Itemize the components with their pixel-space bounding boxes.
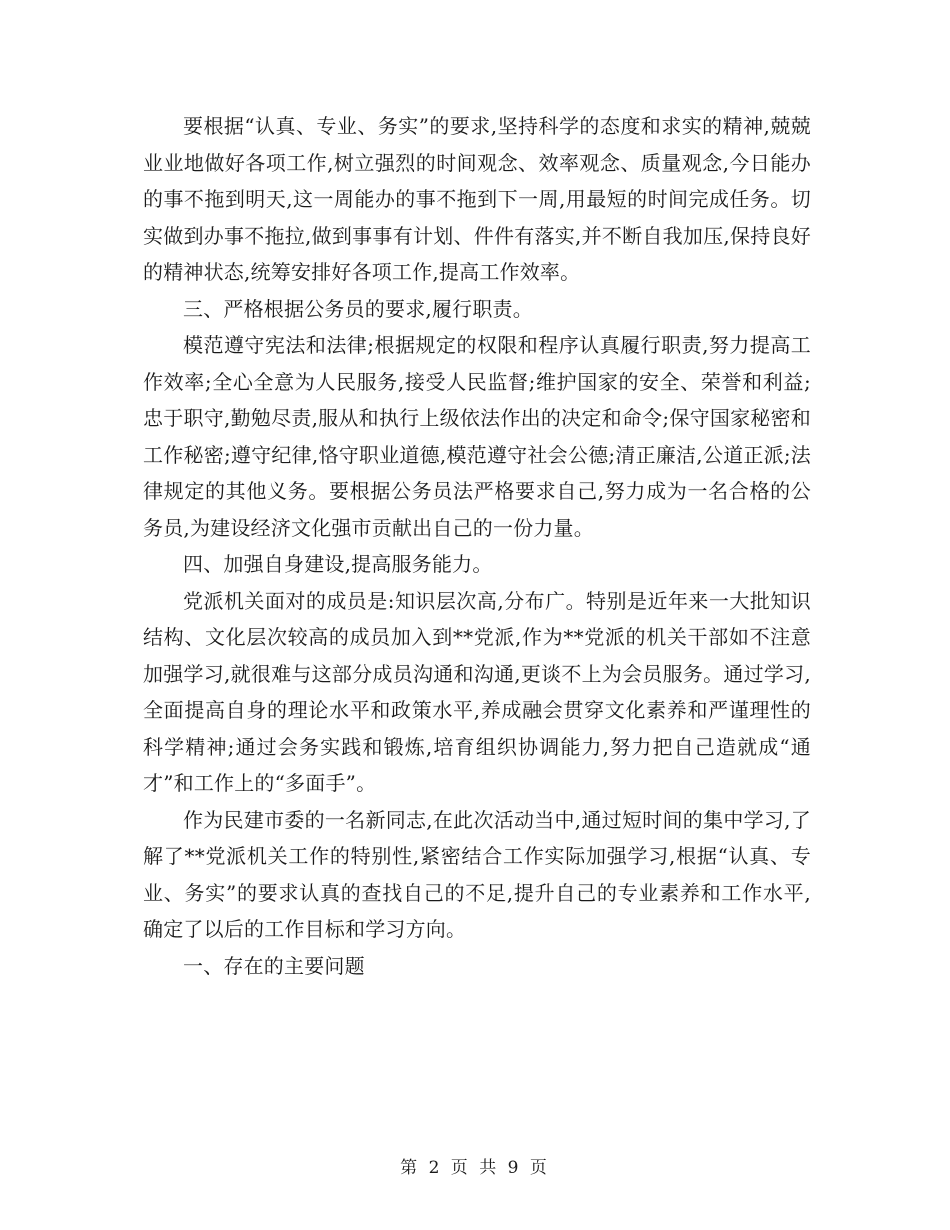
paragraph-self-improvement: 党派机关面对的成员是:知识层次高,分布广。特别是近年来一大批知识结构、文化层次较高的成员加入到**党派,作为**党派的机关干部如不注意加强学习,就很难与这部分成员沟通和沟通,更谈不上为会员服务。通过学习,全面提高自身的理论水平和政策水平,养成融会贯穿文化素养和严谨理性的科学精神;通过会务实践和锻炼,培育组织协调能力,努力把自己造就成“通才”和工作上的“多面手”。 xyxy=(143,588,811,795)
heading-main-problems: 一、存在的主要问题 xyxy=(183,953,365,978)
page-footer xyxy=(0,1153,950,1178)
heading-section-three: 三、严格根据公务员的要求,履行职责。 xyxy=(183,296,533,321)
page-number: 第 2 页 共 9 页 xyxy=(400,1158,550,1178)
paragraph-new-member-reflection: 作为民建市委的一名新同志,在此次活动当中,通过短时间的集中学习,了解了**党派机关工作的特别性,紧密结合工作实际加强学习,根据“认真、专业、务实”的要求认真的查找自己的不足,提升自己的专业素养和工作水平,确定了以后的工作目标和学习方向。 xyxy=(143,807,811,941)
document-body xyxy=(143,108,811,984)
heading-section-four: 四、加强自身建设,提高服务能力。 xyxy=(183,552,493,576)
paragraph-civil-servant-duties: 模范遵守宪法和法律;根据规定的权限和程序认真履行职责,努力提高工作效率;全心全意为人民服务,接受人民监督;维护国家的安全、荣誉和利益;忠于职守,勤勉尽责,服从和执行上级依法作出的决定和命令;保守国家秘密和工作秘密;遵守纪律,恪守职业道德,模范遵守社会公德;清正廉洁,公道正派;法律规定的其他义务。要根据公务员法严格要求自己,努力成为一名合格的公务员,为建设经济文化强市贡献出自己的一份力量。 xyxy=(143,333,811,540)
paragraph-work-attitude: 要根据“认真、专业、务实”的要求,坚持科学的态度和求实的精神,兢兢业业地做好各项工作,树立强烈的时间观念、效率观念、质量观念,今日能办的事不拖到明天,这一周能办的事不拖到下一周,用最短的时间完成任务。切实做到办事不拖拉,做到事事有计划、件件有落实,并不断自我加压,保持良好的精神状态,统筹安排好各项工作,提高工作效率。 xyxy=(143,114,811,284)
